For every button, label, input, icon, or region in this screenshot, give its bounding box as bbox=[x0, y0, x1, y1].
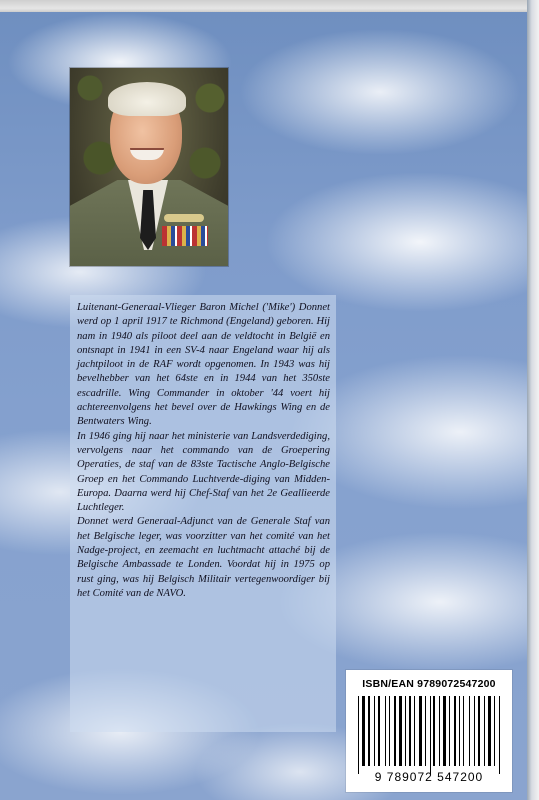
biography-text-box bbox=[70, 295, 336, 732]
bio-paragraph-2: In 1946 ging hij naar het ministerie van Landsverdediging, vervolgens naar het commando van de Groepering Operaties, de staf van de 83ste Tactische Anglo-Belgische Groep en het Commando Luchtverde-diging van Midden-Europa. Daarna werd hij Chef-Staf van het 2e Geallieerde Luchtleger. bbox=[77, 430, 330, 514]
isbn-barcode-box bbox=[346, 670, 512, 792]
book-back-cover bbox=[0, 12, 527, 800]
author-portrait-photo bbox=[70, 68, 228, 266]
photo-medal-ribbons bbox=[162, 226, 208, 246]
isbn-label: ISBN/EAN 9789072547200 bbox=[362, 678, 496, 690]
barcode-bars bbox=[358, 696, 504, 770]
photo-hair bbox=[108, 82, 186, 116]
page-edge-right bbox=[527, 0, 539, 800]
bio-paragraph-3: Donnet werd Generaal-Adjunct van de Generale Staf van het Belgische leger, was voorzitter van het comité van het Nadge-project, en zeemacht en luchtmacht attaché bij de Belgische Ambassade te Londen. Voordat hij in 1975 op rust ging, was hij Belgisch Militair vertegenwoordiger bij het Comité van de NAVO. bbox=[77, 516, 330, 599]
bio-paragraph-1: Luitenant-Generaal-Vlieger Baron Michel ('Mike') Donnet werd op 1 april 1917 te Richmond (Engeland) geboren. Hij nam in 1940 als piloot deel aan de veldtocht in België en ontsnapt in 1941 in een SV-4 naar Engeland waar hij als jachtpiloot in de RAF wordt opgenomen. In 1943 was hij bevelhebber van het 64ste en in 1944 van het 350ste escadrille. Wing Commander in oktober '44 voert hij achtereenvolgens het bevel over de Hawkings Wing en de Bentwaters Wing. bbox=[77, 302, 330, 428]
photo-pilot-wings bbox=[164, 214, 204, 222]
biography bbox=[77, 301, 330, 601]
barcode-digits: 9 789072 547200 bbox=[374, 770, 484, 784]
